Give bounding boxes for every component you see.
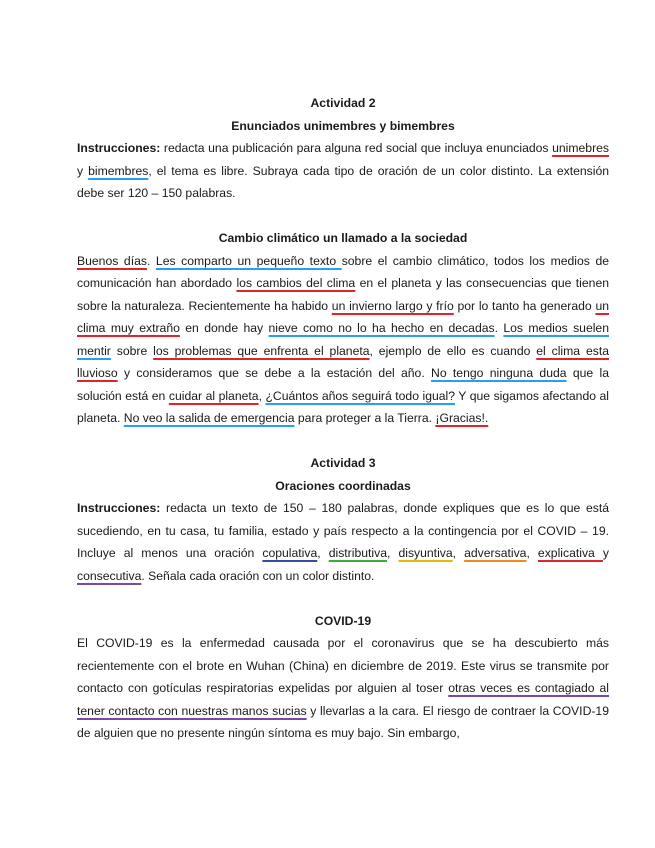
distributiva-term: distributiva [328,546,387,560]
adversativa-term: adversativa [464,546,527,560]
covid-title: COVID-19 [314,613,372,628]
activity-3-instructions: Instrucciones: redacta un texto de 150 – 180 palabras, donde expliques que es lo que está sucediendo, en tu casa, tu familia, estado y país respecto a la contingencia por el COVID – 19. Incluye al menos una oración copulativa, distributiva, disyuntiva, adversativa, explicativa y consecutiva. Señala cada oración con un color distinto. [77,501,609,583]
instructions-label: Instrucciones: [77,501,161,515]
activity-2-heading: Actividad 2 [310,96,376,110]
activity-3-heading: Actividad 3 [310,456,376,470]
explicativa-term: explicativa [537,546,603,560]
disyuntiva-term: disyuntiva [398,546,453,560]
post-title: Cambio climático un llamado a la sociedad [218,231,468,245]
activity-2-subheading: Enunciados unimembres y bimembres [231,118,455,133]
activity-3-subheading: Oraciones coordinadas [275,478,411,493]
covid-body: El COVID-19 es la enfermedad causada por el coronavirus que se ha descubierto más recientemente con el brote en Wuhan (China) en diciembre de 2019. Este virus se transmite por contacto con gotículas respiratorias expelidas por alguien al toser otras veces es contagiado al tener contacto con nuestras manos sucias y llevarlas a la cara. El riesgo de contraer la COVID-19 de alguien que no presente ningún síntoma es muy bajo. Sin embargo, [77,636,609,740]
instructions-label: Instrucciones: [77,141,161,155]
activity-2-instructions: Instrucciones: redacta una publicación para alguna red social que incluya enunciados unimebres y bimembres, el tema es libre. Subraya cada tipo de oración de un color distinto. La extensión debe ser 120 – 150 palabras. [77,141,609,200]
copulativa-term: copulativa [262,546,318,560]
unimembres-term: unimebres [552,141,609,155]
post-body: Buenos días. Les comparto un pequeño texto sobre el cambio climático, todos los medios de comunicación han abordado los cambios del clima en el planeta y las consecuencias que tienen sobre la naturaleza. Recientemente ha habido un invierno largo y frío por lo tanto ha generado un clima muy extraño en donde hay nieve como no lo ha hecho en decadas. Los medios suelen mentir sobre los problemas que enfrenta el planeta, ejemplo de ello es cuando el clima esta lluvioso y consideramos que se debe a la estación del año. No tengo ninguna duda que la solución está en cuidar al planeta, ¿Cuántos años seguirá todo igual? Y que sigamos afectando al planeta. No veo la salida de emergencia para proteger a la Tierra. ¡Gracias!. [77,253,610,425]
consecutiva-term: consecutiva [77,568,142,583]
bimembres-term: bimembres [88,163,149,178]
